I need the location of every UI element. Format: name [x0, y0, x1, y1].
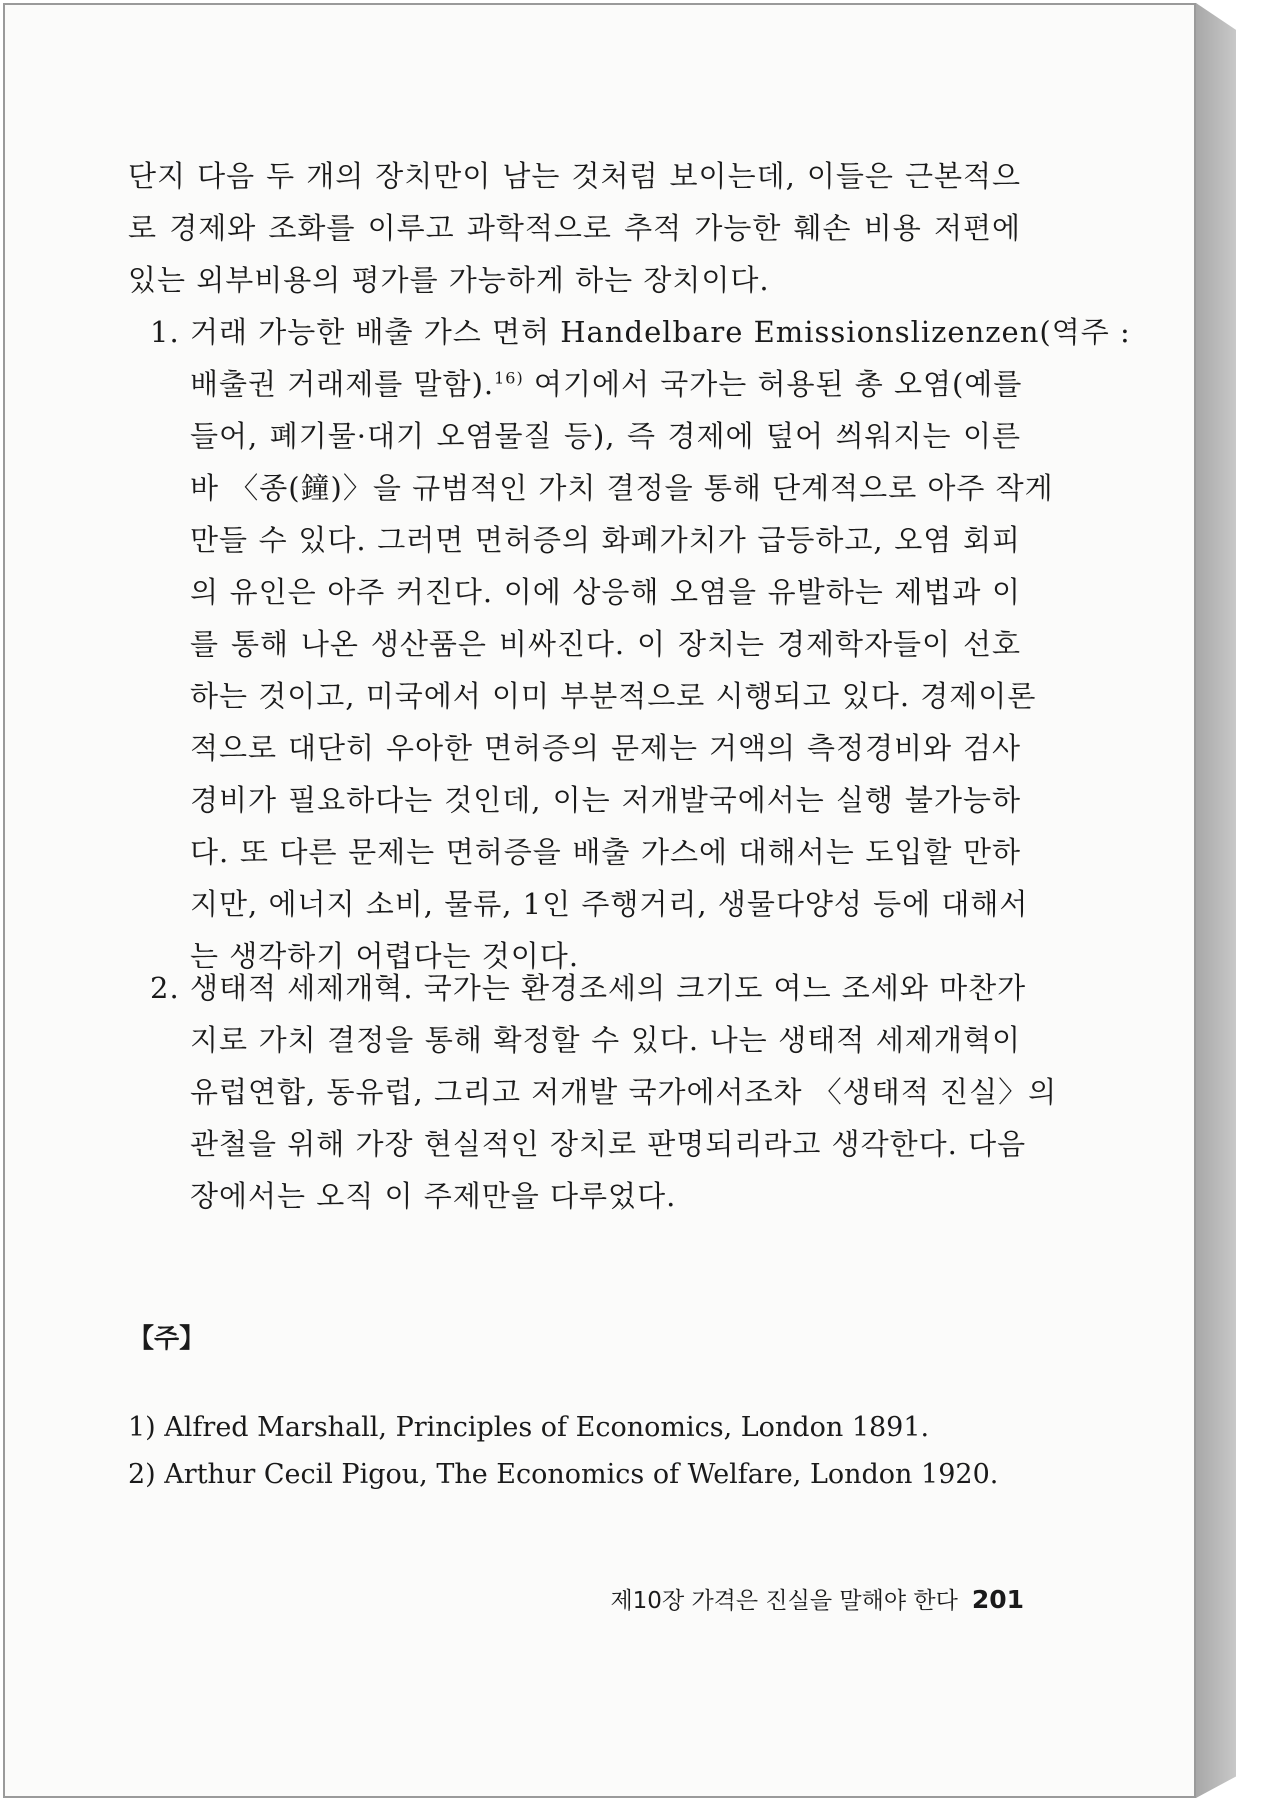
- item1-line-9: 적으로 대단히 우아한 면허증의 문제는 거액의 측정경비와 검사: [190, 731, 1021, 765]
- list-item-body: [190, 306, 1131, 982]
- item1-line-8: 하는 것이고, 미국에서 이미 부분적으로 시행되고 있다. 경제이론: [190, 679, 1037, 713]
- item1-line-12: 지만, 에너지 소비, 물류, 1인 주행거리, 생물다양성 등에 대해서: [190, 887, 1029, 921]
- page-number: 201: [971, 1585, 1024, 1614]
- list-item-body: [190, 962, 1058, 1222]
- intro-line-2: 로 경제와 조화를 이루고 과학적으로 추적 가능한 훼손 비용 저편에: [128, 211, 1021, 245]
- running-footer: [610, 1582, 1024, 1615]
- item1-line-3: 들어, 폐기물·대기 오염물질 등), 즉 경제에 덮어 씌워지는 이른: [190, 419, 1021, 453]
- item1-line-6: 의 유인은 아주 커진다. 이에 상응해 오염을 유발하는 제법과 이: [190, 575, 1021, 609]
- item1-line-4: 바 〈종(鐘)〉을 규범적인 가치 결정을 통해 단계적으로 아주 작게: [190, 471, 1054, 505]
- footnote-ref-16[interactable]: 16): [494, 368, 524, 388]
- item1-line-5: 만들 수 있다. 그러면 면허증의 화폐가치가 급등하고, 오염 회피: [190, 523, 1021, 557]
- item2-line-1: 생태적 세제개혁. 국가는 환경조세의 크기도 여느 조세와 마찬가: [190, 971, 1027, 1005]
- item2-line-4: 관철을 위해 가장 현실적인 장치로 판명되리라고 생각한다. 다음: [190, 1127, 1027, 1161]
- note-entry-2: 2) Arthur Cecil Pigou, The Economics of Welfare, London 1920.: [128, 1459, 999, 1490]
- intro-line-1: 단지 다음 두 개의 장치만이 남는 것처럼 보이는데, 이들은 근본적으: [128, 159, 1021, 193]
- item1-line-13: 는 생각하기 어렵다는 것이다.: [190, 939, 580, 973]
- item2-line-5: 장에서는 오직 이 주제만을 다루었다.: [190, 1179, 677, 1213]
- item1-line-11: 다. 또 다른 문제는 면허증을 배출 가스에 대해서는 도입할 만하: [190, 835, 1021, 869]
- intro-line-3: 있는 외부비용의 평가를 가능하게 하는 장치이다.: [128, 263, 770, 297]
- item2-line-2: 지로 가치 결정을 통해 확정할 수 있다. 나는 생태적 세제개혁이: [190, 1023, 1021, 1057]
- item1-line-2-head: 배출권 거래제를 말함).: [190, 367, 495, 401]
- item2-line-3: 유럽연합, 동유럽, 그리고 저개발 국가에서조차 〈생태적 진실〉의: [190, 1075, 1058, 1109]
- item1-line-10: 경비가 필요하다는 것인데, 이는 저개발국에서는 실행 불가능하: [190, 783, 1021, 817]
- list-item-number: 2.: [150, 971, 180, 1005]
- item1-line-2-tail: 여기에서 국가는 허용된 총 오염(예를: [523, 367, 1023, 401]
- list-item-number: 1.: [150, 315, 180, 349]
- item1-line-2: [190, 358, 1021, 410]
- item1-line-1: 거래 가능한 배출 가스 면허 Handelbare Emissionslizenzen(역주 :: [190, 315, 1131, 349]
- intro-paragraph: [128, 150, 1021, 306]
- page-stack-shadow: [1196, 3, 1236, 1798]
- note-entry-1: 1) Alfred Marshall, Principles of Economics, London 1891.: [128, 1412, 930, 1443]
- chapter-title: 제10장 가격은 진실을 말해야 한다: [610, 1588, 958, 1614]
- notes-heading: 【주】: [128, 1324, 206, 1354]
- item1-line-7: 를 통해 나온 생산품은 비싸진다. 이 장치는 경제학자들이 선호: [190, 627, 1021, 661]
